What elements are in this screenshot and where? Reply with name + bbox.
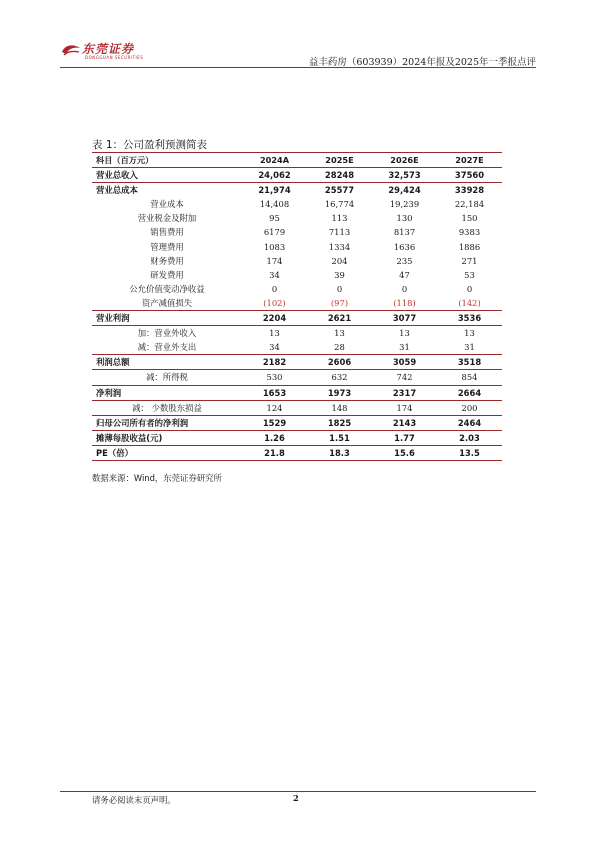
row-value: (102) xyxy=(242,296,307,311)
company-logo xyxy=(60,38,180,64)
row-value: 31 xyxy=(437,340,502,355)
footer-disclaimer: 请务必阅读末页声明。 xyxy=(92,795,176,805)
table-row xyxy=(92,326,502,341)
row-value: 3518 xyxy=(437,355,502,370)
table-row xyxy=(92,400,502,415)
row-value: 34 xyxy=(269,269,280,280)
row-value: 2.03 xyxy=(437,430,502,445)
row-label: 归母公司所有者的净利润 xyxy=(92,415,242,430)
row-value: 19,239 xyxy=(389,199,420,210)
row-value: 21,974 xyxy=(258,185,291,196)
row-value: 15.6 xyxy=(372,445,437,460)
footer-divider xyxy=(60,791,536,792)
row-value: 1973 xyxy=(307,385,372,400)
table-row xyxy=(92,268,502,282)
table-row xyxy=(92,311,502,326)
row-value: 632 xyxy=(307,370,372,385)
row-label: 公允价值变动净收益 xyxy=(129,283,205,294)
row-value: 21.8 xyxy=(242,445,307,460)
table-row xyxy=(92,445,502,460)
row-value: 1653 xyxy=(242,385,307,400)
row-value: 2317 xyxy=(372,385,437,400)
row-label: 财务费用 xyxy=(150,255,184,266)
row-value: 174 xyxy=(372,400,437,415)
row-value: 1529 xyxy=(242,415,307,430)
data-source-note: 数据来源：Wind，东莞证券研究所 xyxy=(92,473,222,483)
row-value: 18.3 xyxy=(307,445,372,460)
row-value: 2204 xyxy=(242,311,307,326)
row-value: 2464 xyxy=(437,415,502,430)
row-value: 25577 xyxy=(324,185,355,196)
row-value: 271 xyxy=(461,255,478,266)
table-row xyxy=(92,282,502,296)
row-value: 2606 xyxy=(307,355,372,370)
row-value: 32,573 xyxy=(372,168,437,183)
row-value: 1.26 xyxy=(242,430,307,445)
row-value: 1334 xyxy=(328,241,351,252)
row-value: 13 xyxy=(464,328,475,339)
row-label: 资产减值损失 xyxy=(92,296,242,311)
row-value: (97) xyxy=(307,296,372,311)
row-value: 1636 xyxy=(393,241,416,252)
row-value: 130 xyxy=(396,213,413,224)
row-label: 管理费用 xyxy=(150,241,184,252)
row-value: 174 xyxy=(266,255,283,266)
row-value: 0 xyxy=(466,283,473,294)
table-row xyxy=(92,340,502,355)
row-value: 124 xyxy=(242,400,307,415)
profit-forecast-table xyxy=(92,152,502,461)
row-value: 34 xyxy=(242,340,307,355)
row-value: 33928 xyxy=(454,185,485,196)
row-value: 24,062 xyxy=(242,168,307,183)
table-header-row xyxy=(92,153,502,168)
row-value: (118) xyxy=(372,296,437,311)
row-value: 0 xyxy=(401,283,408,294)
row-label: 减： 少数股东损益 xyxy=(92,400,242,415)
page-number: 2 xyxy=(293,793,299,803)
row-value: 13 xyxy=(269,328,280,339)
report-title: 益丰药房（603939）2024年报及2025年一季报点评 xyxy=(308,57,536,68)
row-value: 2182 xyxy=(242,355,307,370)
row-label: 营业总成本 xyxy=(96,185,138,196)
row-label: 研发费用 xyxy=(150,269,184,280)
column-header: 2027E xyxy=(455,155,484,165)
header-divider xyxy=(60,67,536,68)
row-value: 47 xyxy=(399,269,410,280)
row-label: 营业税金及附加 xyxy=(137,213,197,224)
row-value: 31 xyxy=(372,340,437,355)
row-value: 3059 xyxy=(372,355,437,370)
table-row xyxy=(92,355,502,370)
row-value: 9383 xyxy=(458,227,481,238)
row-value: 14,408 xyxy=(259,199,290,210)
row-label: 销售费用 xyxy=(150,227,184,238)
row-label: 利润总额 xyxy=(92,355,242,370)
row-value: 8137 xyxy=(393,227,416,238)
column-header: 2026E xyxy=(390,155,419,165)
row-label: 减：所得税 xyxy=(92,370,242,385)
row-value: 235 xyxy=(396,255,413,266)
row-value: 13.5 xyxy=(437,445,502,460)
table-row xyxy=(92,415,502,430)
row-value: 1886 xyxy=(458,241,481,252)
row-value: 854 xyxy=(437,370,502,385)
row-label: 营业成本 xyxy=(150,199,184,210)
row-label: 营业总收入 xyxy=(92,168,242,183)
column-header: 2025E xyxy=(325,155,354,165)
row-value: 1.77 xyxy=(372,430,437,445)
row-value: 13 xyxy=(399,328,410,339)
table-row xyxy=(92,430,502,445)
table-caption: 表 1：公司盈利预测简表 xyxy=(92,139,208,151)
table-row xyxy=(92,370,502,385)
table-row xyxy=(92,296,502,311)
row-value: 1.51 xyxy=(307,430,372,445)
table-row xyxy=(92,183,502,198)
row-value: 200 xyxy=(437,400,502,415)
logo-mark-icon xyxy=(60,42,82,58)
row-value: 530 xyxy=(242,370,307,385)
row-value: 22,184 xyxy=(454,199,485,210)
row-value: 2664 xyxy=(437,385,502,400)
row-value: 148 xyxy=(307,400,372,415)
column-header: 2024A xyxy=(259,155,290,165)
table-row xyxy=(92,168,502,183)
row-value: 0 xyxy=(336,283,343,294)
row-value: 6179 xyxy=(263,227,286,238)
row-label: PE（倍） xyxy=(92,445,242,460)
row-value: 204 xyxy=(331,255,348,266)
row-value: 37560 xyxy=(437,168,502,183)
row-label: 营业利润 xyxy=(92,311,242,326)
row-value: 2621 xyxy=(307,311,372,326)
row-value: (142) xyxy=(437,296,502,311)
row-value: 113 xyxy=(331,213,348,224)
table-row xyxy=(92,197,502,211)
row-label: 加：营业外收入 xyxy=(137,328,197,339)
table-row xyxy=(92,254,502,268)
logo-brand-en: DONGGUAN SECURITIES xyxy=(85,55,144,60)
row-value: 53 xyxy=(464,269,475,280)
table-row xyxy=(92,385,502,400)
row-value: 3077 xyxy=(372,311,437,326)
row-value: 1825 xyxy=(307,415,372,430)
row-value: 13 xyxy=(334,328,345,339)
row-value: 150 xyxy=(461,213,478,224)
row-value: 0 xyxy=(271,283,278,294)
row-value: 3536 xyxy=(437,311,502,326)
table-row xyxy=(92,211,502,225)
row-value: 2143 xyxy=(372,415,437,430)
table-row xyxy=(92,225,502,239)
row-value: 29,424 xyxy=(388,185,421,196)
row-value: 28248 xyxy=(307,168,372,183)
logo-brand-text: 东莞证券 xyxy=(82,42,135,56)
row-value: 95 xyxy=(269,213,280,224)
row-value: 16,774 xyxy=(324,199,355,210)
row-label: 减：营业外支出 xyxy=(92,340,242,355)
table-row xyxy=(92,240,502,254)
row-label: 净利润 xyxy=(92,385,242,400)
row-value: 39 xyxy=(334,269,345,280)
row-value: 1083 xyxy=(263,241,286,252)
row-value: 742 xyxy=(372,370,437,385)
row-value: 28 xyxy=(307,340,372,355)
row-value: 7113 xyxy=(328,227,351,238)
row-label: 摊薄每股收益(元) xyxy=(92,430,242,445)
column-header: 科目（百万元） xyxy=(96,155,154,165)
